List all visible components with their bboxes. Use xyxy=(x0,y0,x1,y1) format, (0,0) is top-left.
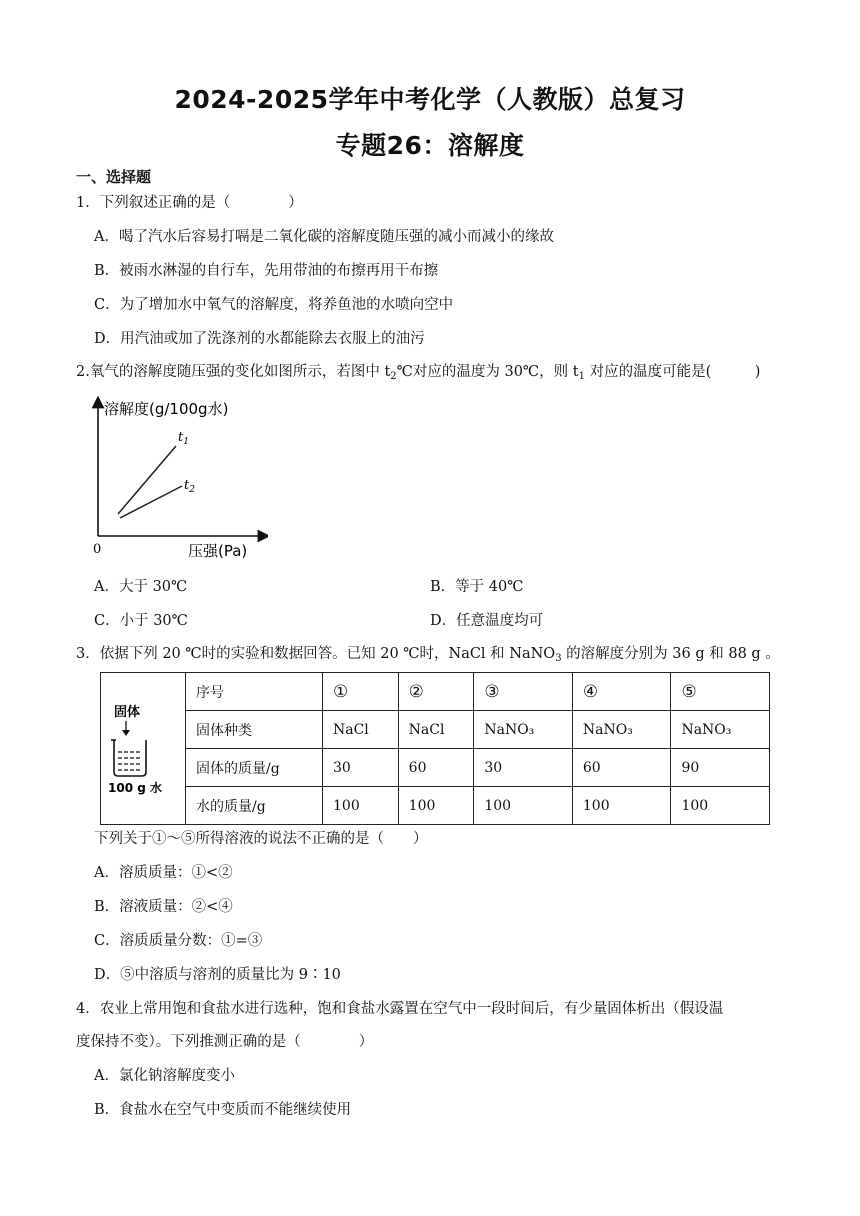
table-row xyxy=(101,711,770,749)
table-cell: ⑤ xyxy=(671,673,770,711)
table-cell: NaNO₃ xyxy=(671,711,770,749)
q3-option-c: C．溶质质量分数：①=③ xyxy=(94,933,263,949)
table-cell: 100 xyxy=(572,787,671,825)
page-title: 2024-2025学年中考化学（人教版）总复习 xyxy=(174,85,686,114)
solubility-pressure-graph xyxy=(88,396,268,564)
table-cell: 60 xyxy=(572,749,671,787)
beaker-top-label: 固体 xyxy=(114,705,141,720)
q3-option-b: B．溶液质量：②<④ xyxy=(94,899,233,915)
table-cell: ④ xyxy=(572,673,671,711)
beaker-icon xyxy=(104,700,178,796)
table-cell: 30 xyxy=(323,749,399,787)
row-header: 序号 xyxy=(186,673,323,711)
q3-prompt: 下列关于①～⑤所得溶液的说法不正确的是（ ） xyxy=(94,831,428,847)
table-cell: NaNO₃ xyxy=(572,711,671,749)
y-axis-label: 溶解度(g/100g水) xyxy=(104,400,229,418)
section-heading: 一、选择题 xyxy=(76,168,152,186)
table-cell: NaCl xyxy=(398,711,474,749)
q2-option-c: C．小于 30℃ xyxy=(94,613,188,629)
q4-option-b: B．食盐水在空气中变质而不能继续使用 xyxy=(94,1102,352,1118)
beaker-bottom-label: 100 g 水 xyxy=(108,781,162,795)
experiment-table xyxy=(100,672,770,825)
table-cell: 90 xyxy=(671,749,770,787)
q3-stem: 3．依据下列 20 ℃时的实验和数据回答。已知 20 ℃时，NaCl 和 NaNO$_3$ 的溶解度分别为 36 g 和 88 g 。 xyxy=(76,646,780,664)
q3-option-d: D．⑤中溶质与溶剂的质量比为 9∶10 xyxy=(94,967,341,983)
table-cell: 60 xyxy=(398,749,474,787)
table-cell: ③ xyxy=(474,673,573,711)
table-cell: 100 xyxy=(323,787,399,825)
q2-option-b: B．等于 40℃ xyxy=(430,579,524,595)
table-cell: ② xyxy=(398,673,474,711)
q1-option-d: D．用汽油或加了洗涤剂的水都能除去衣服上的油污 xyxy=(94,331,425,347)
table-cell: ① xyxy=(323,673,399,711)
q3-option-a: A．溶质质量：①<② xyxy=(94,865,233,881)
q2-stem: 2.氧气的溶解度随压强的变化如图所示，若图中 $t_2℃$对应的温度为 30℃，则 $t_1$ 对应的温度可能是( ) xyxy=(76,364,761,382)
page-subtitle: 专题26：溶解度 xyxy=(335,131,525,160)
q1-option-c: C．为了增加水中氧气的溶解度，将养鱼池的水喷向空中 xyxy=(94,297,454,313)
row-header: 固体的质量/g xyxy=(186,749,323,787)
row-header: 固体种类 xyxy=(186,711,323,749)
table-cell: NaNO₃ xyxy=(474,711,573,749)
origin-label: 0 xyxy=(93,542,102,557)
table-cell: 100 xyxy=(398,787,474,825)
row-header: 水的质量/g xyxy=(186,787,323,825)
q2-option-d: D．任意温度均可 xyxy=(430,613,544,629)
q1-option-a: A．喝了汽水后容易打嗝是二氧化碳的溶解度随压强的减小而减小的缘故 xyxy=(94,229,554,245)
x-axis-label: 压强(Pa) xyxy=(188,542,248,560)
q2-option-a: A．大于 30℃ xyxy=(94,579,188,595)
line-t2 xyxy=(120,486,182,518)
q4-stem-line1: 4．农业上常用饱和食盐水进行选种，饱和食盐水露置在空气中一段时间后，有少量固体析出（假设温 xyxy=(76,1001,724,1017)
line-t1-label: $t_1$ xyxy=(178,430,189,447)
table-cell: 30 xyxy=(474,749,573,787)
table-row xyxy=(101,673,770,711)
q4-stem-line2: 度保持不变）。下列推测正确的是（ ） xyxy=(76,1034,374,1050)
q1-option-b: B．被雨水淋湿的自行车，先用带油的布擦再用干布擦 xyxy=(94,263,439,279)
line-t2-label: $t_2$ xyxy=(184,478,195,495)
table-row xyxy=(101,749,770,787)
q1-stem: 1．下列叙述正确的是（ ） xyxy=(76,195,303,211)
q4-option-a: A．氯化钠溶解度变小 xyxy=(94,1068,235,1084)
table-row xyxy=(101,787,770,825)
table-cell: NaCl xyxy=(323,711,399,749)
table-cell: 100 xyxy=(474,787,573,825)
table-cell: 100 xyxy=(671,787,770,825)
